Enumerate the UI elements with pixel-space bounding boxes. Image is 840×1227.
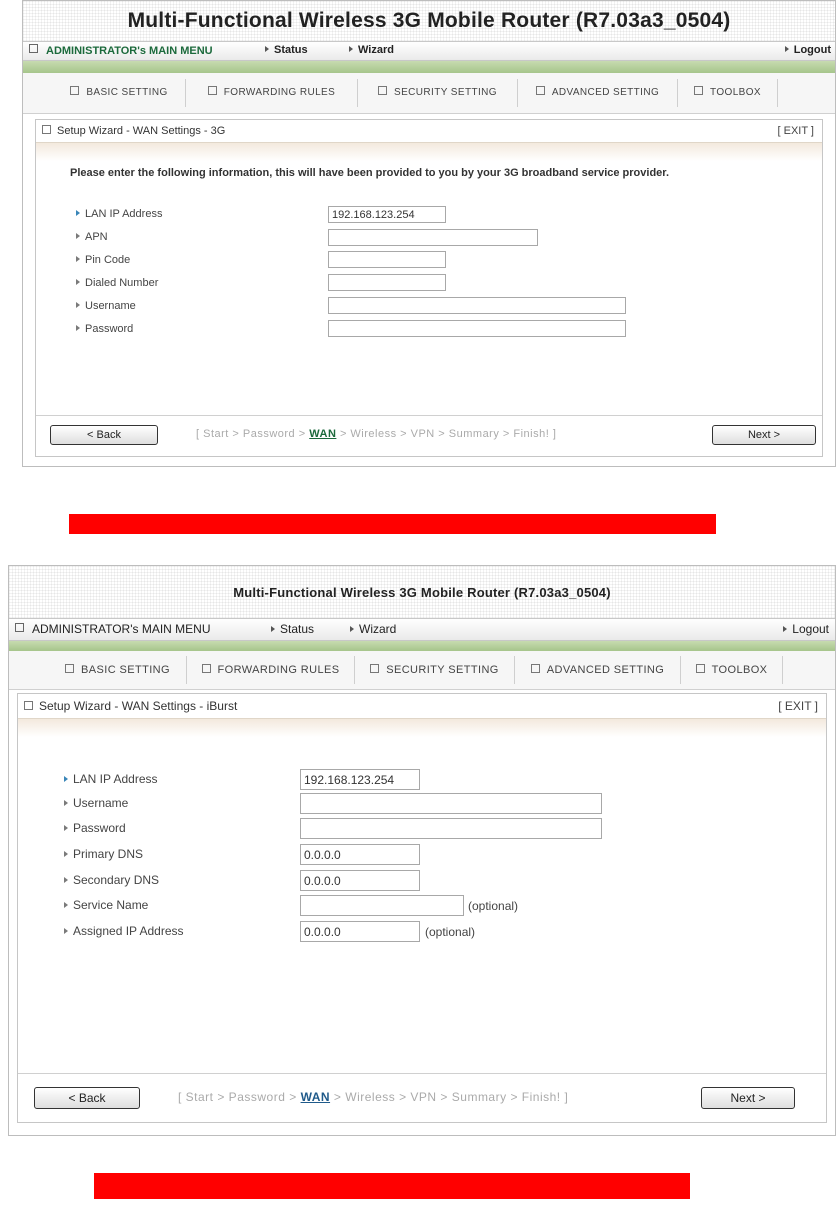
status-label: Status <box>274 44 308 56</box>
steps-before: [ Start > Password > <box>196 428 310 440</box>
wizard-panel <box>17 693 827 1123</box>
steps-after: > Wireless > VPN > Summary > Finish! ] <box>330 1090 569 1104</box>
tab-toolbox[interactable] <box>681 656 783 684</box>
square-icon <box>15 623 24 632</box>
tab-forwarding-rules[interactable] <box>187 656 355 684</box>
tab-security-setting[interactable] <box>355 656 515 684</box>
square-icon <box>42 125 51 134</box>
next-button[interactable]: Next > <box>701 1087 795 1109</box>
label-primary-dns <box>64 847 143 861</box>
tab-forwarding-rules[interactable] <box>186 79 358 107</box>
arrow-right-icon <box>64 776 68 782</box>
tab-basic-setting[interactable] <box>49 656 187 684</box>
arrow-right-icon <box>76 233 80 239</box>
arrow-right-icon <box>76 325 80 331</box>
label-text: LAN IP Address <box>73 772 158 786</box>
steps-before: [ Start > Password > <box>178 1090 301 1104</box>
screenshot-iburst <box>8 565 836 1136</box>
arrow-right-icon <box>783 626 787 632</box>
step-current: WAN <box>300 1090 331 1104</box>
status-menu-link[interactable] <box>265 44 308 56</box>
square-icon <box>378 86 387 95</box>
label-password <box>76 323 133 335</box>
main-menu-bar <box>9 618 835 641</box>
arrow-right-icon <box>76 256 80 262</box>
logout-label: Logout <box>793 44 831 56</box>
label-pin-code <box>76 254 130 266</box>
tab-security-setting[interactable] <box>358 79 518 107</box>
label-text: Primary DNS <box>73 847 144 861</box>
exit-link[interactable]: [ EXIT ] <box>778 699 818 713</box>
tab-label: FORWARDING RULES <box>217 664 340 676</box>
label-text: Secondary DNS <box>73 873 160 887</box>
arrow-right-icon <box>265 46 269 52</box>
lan-ip-input[interactable] <box>300 769 420 790</box>
tab-toolbox[interactable] <box>678 79 778 107</box>
password-input[interactable] <box>300 818 602 839</box>
router-title: Multi-Functional Wireless 3G Mobile Router (R7.03a3_0504) <box>23 1 835 41</box>
main-menu-bar <box>23 41 835 61</box>
assigned-ip-input[interactable] <box>300 921 420 942</box>
panel-header <box>18 694 826 719</box>
panel-title: Setup Wizard - WAN Settings - iBurst <box>39 699 238 713</box>
arrow-right-icon <box>76 279 80 285</box>
wizard-label: Wizard <box>359 622 397 636</box>
square-icon <box>65 664 74 673</box>
label-text: Service Name <box>73 898 149 912</box>
arrow-right-icon <box>271 626 275 632</box>
router-title: Multi-Functional Wireless 3G Mobile Router (R7.03a3_0504) <box>9 566 835 618</box>
tab-bar <box>9 651 835 690</box>
tab-label: TOOLBOX <box>711 664 768 676</box>
panel-footer <box>36 415 822 456</box>
intro-text: Please enter the following information, this will have been provided to you by your 3G broadband service provider. <box>70 167 670 179</box>
arrow-right-icon <box>350 626 354 632</box>
highlight-bar <box>94 1173 690 1199</box>
panel-header-shade <box>36 143 822 161</box>
optional-note: (optional) <box>468 899 519 913</box>
arrow-right-icon <box>64 928 68 934</box>
tab-bar <box>23 73 835 114</box>
wizard-steps <box>196 428 556 440</box>
tab-label: SECURITY SETTING <box>394 87 497 98</box>
tab-basic-setting[interactable] <box>53 79 186 107</box>
username-input[interactable] <box>328 297 626 314</box>
label-dialed-number <box>76 277 158 289</box>
logout-link[interactable] <box>785 44 831 56</box>
panel-header <box>36 120 822 143</box>
logout-label: Logout <box>792 622 829 636</box>
wizard-menu-link[interactable] <box>350 622 396 636</box>
label-lan-ip <box>64 772 158 786</box>
arrow-right-icon <box>64 800 68 806</box>
square-icon <box>208 86 217 95</box>
logout-link[interactable] <box>783 622 829 636</box>
tab-label: BASIC SETTING <box>86 87 168 98</box>
wizard-menu-link[interactable] <box>349 44 394 56</box>
tab-label: ADVANCED SETTING <box>551 87 660 98</box>
panel-header-shade <box>18 719 826 737</box>
screenshot-3g <box>22 0 836 467</box>
label-text: Pin Code <box>85 254 131 266</box>
arrow-right-icon <box>349 46 353 52</box>
label-text: Dialed Number <box>85 277 159 289</box>
admin-menu-label: ADMINISTRATOR's MAIN MENU <box>46 45 213 57</box>
highlight-bar <box>69 514 716 534</box>
label-text: Username <box>85 300 136 312</box>
square-icon <box>696 664 705 673</box>
panel-footer <box>18 1073 826 1122</box>
label-password <box>64 821 126 835</box>
dialed-number-input[interactable] <box>328 274 446 291</box>
square-icon <box>70 86 79 95</box>
label-assigned-ip <box>64 924 184 938</box>
label-apn <box>76 231 108 243</box>
arrow-right-icon <box>64 825 68 831</box>
wizard-steps <box>178 1090 568 1104</box>
tab-label: FORWARDING RULES <box>223 87 336 98</box>
label-lan-ip <box>76 208 162 220</box>
arrow-right-icon <box>785 46 789 52</box>
password-input[interactable] <box>328 320 626 337</box>
label-text: Username <box>73 796 129 810</box>
next-button[interactable]: Next > <box>712 425 816 445</box>
status-menu-link[interactable] <box>271 622 314 636</box>
tab-label: ADVANCED SETTING <box>546 664 665 676</box>
status-label: Status <box>280 622 315 636</box>
tab-advanced-setting[interactable] <box>518 79 678 107</box>
square-icon <box>370 664 379 673</box>
arrow-right-icon <box>64 851 68 857</box>
label-username <box>64 796 128 810</box>
label-text: LAN IP Address <box>85 208 163 220</box>
square-icon <box>536 86 545 95</box>
menu-green-band <box>23 61 835 73</box>
arrow-right-icon <box>76 302 80 308</box>
admin-menu-link[interactable] <box>15 622 211 636</box>
arrow-right-icon <box>64 902 68 908</box>
optional-note: (optional) <box>425 925 476 939</box>
apn-input[interactable] <box>328 229 538 246</box>
tab-label: TOOLBOX <box>710 87 761 98</box>
label-service-name <box>64 898 148 912</box>
wizard-panel <box>35 119 823 457</box>
secondary-dns-input[interactable] <box>300 870 420 891</box>
wizard-label: Wizard <box>358 44 394 56</box>
label-username <box>76 300 136 312</box>
label-text: Password <box>73 821 126 835</box>
admin-menu-label: ADMINISTRATOR's MAIN MENU <box>32 622 211 636</box>
label-text: APN <box>85 231 108 243</box>
tab-label: SECURITY SETTING <box>386 664 499 676</box>
lan-ip-input[interactable] <box>328 206 446 223</box>
panel-title: Setup Wizard - WAN Settings - 3G <box>57 125 226 137</box>
square-icon <box>24 701 33 710</box>
label-text: Password <box>85 323 134 335</box>
tab-label: BASIC SETTING <box>81 664 170 676</box>
exit-link[interactable]: [ EXIT ] <box>777 125 814 137</box>
back-button[interactable]: < Back <box>34 1087 140 1109</box>
label-text: Assigned IP Address <box>73 924 184 938</box>
square-icon <box>202 664 211 673</box>
pin-code-input[interactable] <box>328 251 446 268</box>
tab-advanced-setting[interactable] <box>515 656 681 684</box>
square-icon <box>29 44 38 53</box>
square-icon <box>531 664 540 673</box>
username-input[interactable] <box>300 793 602 814</box>
steps-after: > Wireless > VPN > Summary > Finish! ] <box>336 428 557 440</box>
primary-dns-input[interactable] <box>300 844 420 865</box>
arrow-right-icon <box>76 210 80 216</box>
square-icon <box>694 86 703 95</box>
admin-menu-link[interactable] <box>29 44 213 57</box>
label-secondary-dns <box>64 873 159 887</box>
step-current: WAN <box>309 428 337 440</box>
service-name-input[interactable] <box>300 895 464 916</box>
menu-green-band <box>9 641 835 651</box>
arrow-right-icon <box>64 877 68 883</box>
back-button[interactable]: < Back <box>50 425 158 445</box>
